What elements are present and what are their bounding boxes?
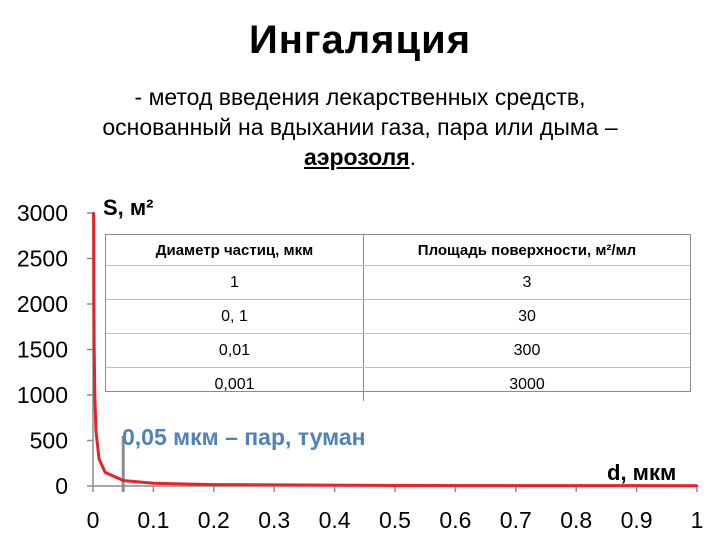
table-cell-surface-area: 3 bbox=[364, 266, 691, 300]
table-cell-surface-area: 3000 bbox=[509, 375, 545, 393]
data-point bbox=[394, 484, 396, 486]
x-axis-label: d, мкм bbox=[607, 460, 677, 485]
data-point bbox=[92, 212, 94, 214]
table-row bbox=[106, 334, 690, 368]
x-tick-label: 0.6 bbox=[439, 507, 472, 533]
data-point bbox=[98, 458, 100, 460]
data-point bbox=[122, 479, 124, 481]
y-axis-label: S, м² bbox=[103, 195, 154, 220]
data-point bbox=[94, 394, 96, 396]
subtitle-line-1: - метод введения лекарственных средств, bbox=[134, 84, 586, 110]
table-cell-diameter: 0, 1 bbox=[106, 300, 364, 334]
y-tick-label: 3000 bbox=[16, 200, 68, 226]
data-point bbox=[213, 483, 215, 485]
x-tick-label: 0.7 bbox=[499, 507, 532, 533]
subtitle-period: . bbox=[409, 144, 417, 170]
slide-title: Ингаляция bbox=[248, 18, 472, 62]
table-cell-diameter: 0,001 bbox=[106, 368, 364, 402]
data-point bbox=[104, 471, 106, 473]
table-header-surface-area: Площадь поверхности, м²/мл bbox=[364, 235, 691, 266]
data-point bbox=[696, 485, 698, 487]
x-tick-label: 0.1 bbox=[137, 507, 170, 533]
table-cell-diameter: 0,01 bbox=[106, 334, 364, 368]
subtitle-line-2: основанный на вдыхании газа, пара или дыма – bbox=[102, 114, 618, 140]
y-tick-label: 500 bbox=[29, 427, 68, 454]
table-cell-diameter: 1 bbox=[106, 266, 364, 300]
x-tick-label: 0.9 bbox=[620, 507, 653, 533]
table-header-diameter: Диаметр частиц, мкм bbox=[106, 235, 364, 266]
data-point bbox=[152, 482, 154, 484]
y-tick-label: 1500 bbox=[16, 336, 68, 363]
table-row bbox=[106, 300, 690, 334]
vapor-fog-annotation: 0,05 мкм – пар, туман bbox=[122, 424, 366, 450]
x-tick-label: 0.3 bbox=[258, 507, 291, 533]
table-header-row bbox=[106, 235, 690, 266]
table-row bbox=[106, 266, 690, 300]
x-tick-label: 0.5 bbox=[379, 507, 411, 533]
table-cell-surface-area: 30 bbox=[364, 300, 691, 334]
x-tick-label: 1 bbox=[690, 507, 704, 533]
x-tick-label: 0.2 bbox=[197, 507, 230, 533]
data-point bbox=[93, 303, 95, 305]
subtitle-keyword: аэрозоля bbox=[303, 144, 410, 170]
data-point bbox=[93, 348, 95, 350]
data-point bbox=[95, 430, 97, 432]
y-tick-label: 2500 bbox=[16, 245, 68, 272]
x-tick-label: 0.4 bbox=[318, 507, 351, 533]
particle-size-table bbox=[105, 234, 691, 392]
x-tick-label: 0 bbox=[86, 507, 100, 533]
table-cell-surface-area: 300 bbox=[364, 334, 691, 368]
x-tick-label: 0.8 bbox=[560, 507, 593, 533]
y-tick-label: 2000 bbox=[16, 291, 68, 317]
y-tick-label: 1000 bbox=[16, 382, 68, 408]
table-row bbox=[106, 368, 690, 402]
y-tick-label: 0 bbox=[55, 473, 68, 499]
